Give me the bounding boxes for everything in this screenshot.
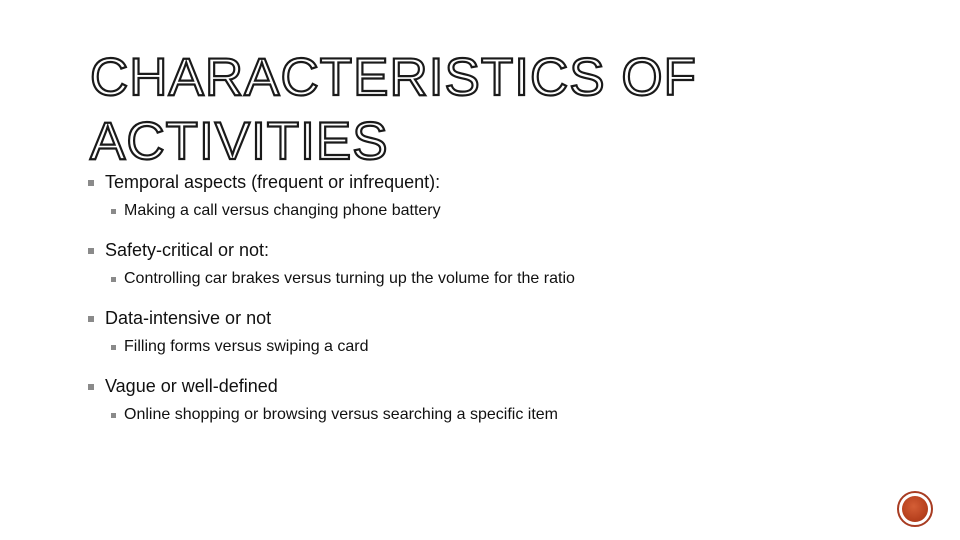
bullet-text: Vague or well-defined [105, 376, 278, 396]
bullet-text: Safety-critical or not: [105, 240, 270, 260]
sub-bullet-text: Online shopping or browsing versus searching a specific item [124, 406, 558, 423]
bullet-level2 [111, 404, 868, 426]
list-item [88, 306, 868, 358]
bullet-level2 [111, 268, 868, 290]
circle-nav-icon-fill [902, 496, 928, 522]
sub-bullet-text: Filling forms versus swiping a card [124, 338, 369, 355]
list-item [88, 374, 868, 426]
bullet-level1 [88, 306, 868, 330]
title-line-2: ACTIVITIES [90, 112, 389, 171]
square-bullet-icon [88, 180, 94, 186]
list-item [88, 238, 868, 290]
bullet-level1 [88, 170, 868, 194]
bullet-level2 [111, 200, 868, 222]
sub-bullet-text: Making a call versus changing phone battery [124, 202, 441, 219]
square-bullet-icon [111, 345, 116, 350]
square-bullet-icon [88, 248, 94, 254]
bullet-text: Temporal aspects (frequent or infrequent): [105, 172, 441, 192]
slide-title [90, 46, 850, 174]
square-bullet-icon [111, 209, 116, 214]
bullet-level1 [88, 374, 868, 398]
circle-nav-icon[interactable] [897, 491, 933, 527]
list-item [88, 170, 868, 222]
bullet-list [88, 170, 868, 442]
square-bullet-icon [111, 413, 116, 418]
square-bullet-icon [111, 277, 116, 282]
bullet-level1 [88, 238, 868, 262]
sub-bullet-text: Controlling car brakes versus turning up the volume for the ratio [124, 270, 575, 287]
title-line-1: CHARACTERISTICS OF [90, 48, 697, 107]
bullet-level2 [111, 336, 868, 358]
square-bullet-icon [88, 384, 94, 390]
bullet-text: Data-intensive or not [105, 308, 272, 328]
square-bullet-icon [88, 316, 94, 322]
